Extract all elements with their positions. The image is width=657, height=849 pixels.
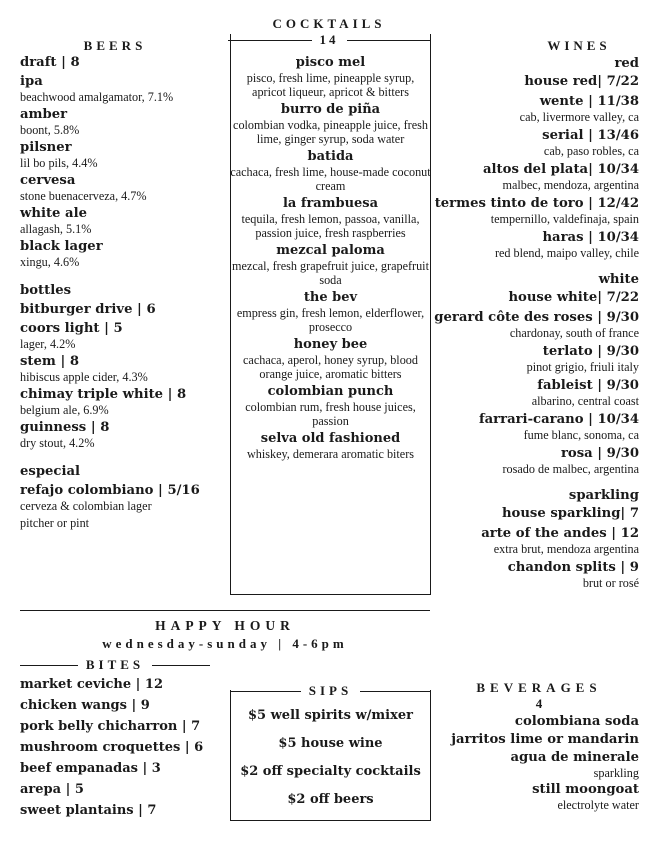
wine-name: house red| 7/22	[524, 74, 639, 89]
beer-item	[20, 283, 225, 299]
beer-item	[20, 516, 225, 530]
wine-item	[429, 506, 639, 522]
beer-desc: belgium ale, 6.9%	[20, 403, 109, 417]
wine-item	[429, 230, 639, 260]
cocktails-list	[230, 55, 431, 464]
bite-item: pork belly chicharron | 7	[20, 719, 201, 734]
beer-name: white ale	[20, 206, 87, 221]
cocktail-item	[230, 243, 431, 287]
wine-item	[429, 310, 639, 340]
sips-list	[230, 708, 431, 808]
sips-section	[230, 683, 431, 820]
cocktails-price: 14	[319, 32, 339, 47]
beer-item	[20, 55, 225, 71]
beverages-list	[439, 714, 639, 812]
cocktail-name: the bev	[303, 290, 358, 305]
beer-desc: allagash, 5.1%	[20, 222, 92, 236]
wine-name: terlato | 9/30	[542, 344, 639, 359]
beverage-desc: sparkling	[593, 766, 639, 780]
beer-item	[20, 387, 225, 417]
wine-item	[429, 560, 639, 590]
divider	[360, 691, 431, 692]
beers-title: BEERS	[83, 38, 147, 53]
beer-desc: beachwood amalgamator, 7.1%	[20, 90, 174, 104]
wine-category: sparkling	[568, 488, 639, 503]
beer-name: refajo colombiano | 5/16	[20, 483, 200, 498]
wine-name: chandon splits | 9	[507, 560, 639, 575]
wine-desc: pinot grigio, friuli italy	[526, 360, 639, 374]
cocktail-desc: cachaca, aperol, honey syrup, blood orange juice, aromatic bitters	[243, 353, 418, 381]
sip-item: $5 house wine	[278, 736, 383, 751]
wine-desc: red blend, maipo valley, chile	[494, 246, 639, 260]
cocktail-desc: colombian vodka, pineapple juice, fresh lime, ginger syrup, soda water	[233, 118, 428, 146]
sips-title: SIPS	[308, 683, 353, 698]
bite-item: sweet plantains | 7	[20, 803, 157, 818]
beer-group	[20, 464, 225, 530]
cocktail-item	[230, 149, 431, 193]
wine-group	[429, 56, 639, 260]
wine-name: altos del plata| 10/34	[483, 162, 639, 177]
sip-item: $5 well spirits w/mixer	[248, 708, 413, 723]
beer-group	[20, 55, 225, 269]
beer-desc: dry stout, 4.2%	[20, 436, 95, 450]
wine-item	[429, 290, 639, 306]
cocktail-desc: whiskey, demerara aromatic biters	[246, 447, 415, 461]
beverages-price: 4	[535, 696, 543, 711]
beers-section	[20, 38, 225, 544]
wine-name: gerard côte des roses | 9/30	[434, 310, 639, 325]
beverage-name: colombiana soda	[514, 714, 639, 729]
wines-title: WINES	[547, 38, 611, 53]
wine-desc: rosado de malbec, argentina	[502, 462, 639, 476]
wine-item	[429, 344, 639, 374]
divider	[152, 665, 210, 666]
wine-desc: cab, paso robles, ca	[543, 144, 639, 158]
beer-name: ipa	[20, 74, 43, 89]
happy-hour-header	[20, 618, 430, 652]
wine-item	[429, 196, 639, 226]
beverage-item	[439, 732, 639, 748]
wine-category: red	[614, 56, 639, 71]
beer-name: bottles	[20, 283, 72, 298]
cocktails-title: COCKTAILS	[272, 16, 386, 31]
beverage-name: agua de minerale	[510, 750, 639, 765]
beverage-item	[439, 782, 639, 812]
bite-item: chicken wangs | 9	[20, 698, 150, 713]
bites-section	[20, 657, 230, 824]
cocktail-item	[230, 384, 431, 428]
wine-groups	[429, 56, 639, 590]
cocktail-name: pisco mel	[295, 55, 366, 70]
sips-header	[230, 683, 431, 699]
beer-item	[20, 321, 225, 351]
beer-name: draft | 8	[20, 55, 80, 70]
happy-hour-title: HAPPY HOUR	[155, 618, 295, 633]
beverage-name: still moongoat	[532, 782, 639, 797]
wine-item	[429, 74, 639, 90]
beer-name: especial	[20, 464, 81, 479]
beer-desc: hibiscus apple cider, 4.3%	[20, 370, 148, 384]
wine-item	[429, 162, 639, 192]
bite-item: market ceviche | 12	[20, 677, 164, 692]
beer-item	[20, 354, 225, 384]
wine-category: white	[598, 272, 639, 287]
beer-item	[20, 302, 225, 318]
wine-name: haras | 10/34	[542, 230, 639, 245]
cocktail-name: batida	[307, 149, 354, 164]
cocktail-name: colombian punch	[267, 384, 394, 399]
beer-item	[20, 420, 225, 450]
wine-item	[429, 128, 639, 158]
wine-desc: fume blanc, sonoma, ca	[523, 428, 639, 442]
wine-desc: extra brut, mendoza argentina	[493, 542, 639, 556]
beer-item	[20, 74, 225, 104]
bites-title: BITES	[85, 657, 145, 672]
wine-desc: tempernillo, valdefinaja, spain	[490, 212, 639, 226]
cocktail-item	[230, 431, 431, 461]
wine-item	[429, 446, 639, 476]
beer-item	[20, 140, 225, 170]
cocktail-name: honey bee	[293, 337, 368, 352]
beer-name: pilsner	[20, 140, 72, 155]
beer-name: chimay triple white | 8	[20, 387, 187, 402]
beer-desc: pitcher or pint	[20, 516, 90, 530]
wine-desc: brut or rosé	[582, 576, 639, 590]
wine-item	[429, 412, 639, 442]
wine-item	[429, 526, 639, 556]
beer-desc: stone buenacerveza, 4.7%	[20, 189, 147, 203]
cocktail-desc: pisco, fresh lime, pineapple syrup, apricot liqueur, apricot & bitters	[246, 71, 415, 99]
beer-desc: lager, 4.2%	[20, 337, 76, 351]
cocktail-desc: mezcal, fresh grapefruit juice, grapefruit soda	[232, 259, 429, 287]
cocktail-item	[230, 337, 431, 381]
bite-item: beef empanadas | 3	[20, 761, 161, 776]
beer-name: stem | 8	[20, 354, 80, 369]
beer-name: bitburger drive | 6	[20, 302, 156, 317]
beer-desc: xingu, 4.6%	[20, 255, 80, 269]
cocktail-desc: empress gin, fresh lemon, elderflower, prosecco	[236, 306, 425, 334]
beer-name: cervesa	[20, 173, 76, 188]
happy-hour-days: wednesday-sunday | 4-6pm	[102, 636, 348, 651]
divider	[20, 665, 78, 666]
sip-item: $2 off beers	[287, 792, 374, 807]
cocktail-desc: tequila, fresh lemon, passoa, vanilla, passion juice, fresh raspberries	[241, 212, 420, 240]
wine-name: serial | 13/46	[542, 128, 639, 143]
wines-section	[429, 38, 639, 602]
wine-name: termes tinto de toro | 12/42	[434, 196, 639, 211]
cocktail-name: selva old fashioned	[260, 431, 401, 446]
divider	[230, 691, 301, 692]
wine-name: wente | 11/38	[539, 94, 639, 109]
wine-name: rosa | 9/30	[560, 446, 639, 461]
cocktail-name: mezcal paloma	[276, 243, 385, 258]
beverages-title: BEVERAGES	[476, 680, 602, 695]
cocktail-name: burro de piña	[280, 102, 381, 117]
beer-item	[20, 173, 225, 203]
cocktail-item	[230, 290, 431, 334]
beer-name: coors light | 5	[20, 321, 123, 336]
bites-list	[20, 677, 230, 819]
wine-item	[429, 378, 639, 408]
cocktail-name: la frambuesa	[282, 196, 379, 211]
beverage-item	[439, 714, 639, 730]
cocktail-item	[230, 55, 431, 99]
wine-name: house white| 7/22	[508, 290, 639, 305]
cocktail-desc: cachaca, fresh lime, house-made coconut cream	[230, 165, 431, 193]
beer-desc: boont, 5.8%	[20, 123, 80, 137]
wine-name: fableist | 9/30	[537, 378, 639, 393]
beer-groups	[20, 55, 225, 530]
beer-name: black lager	[20, 239, 103, 254]
wine-group	[429, 488, 639, 590]
beer-item	[20, 239, 225, 269]
beer-item	[20, 464, 225, 480]
cocktail-desc: colombian rum, fresh house juices, passion	[245, 400, 416, 428]
beer-item	[20, 206, 225, 236]
wine-desc: malbec, mendoza, argentina	[502, 178, 639, 192]
bite-item: mushroom croquettes | 6	[20, 740, 204, 755]
beer-desc: cerveza & colombian lager	[20, 499, 152, 513]
beverage-name: jarritos lime or mandarin	[451, 732, 639, 747]
beer-item	[20, 483, 225, 513]
wine-group	[429, 272, 639, 476]
bites-header	[20, 657, 210, 673]
bite-item: arepa | 5	[20, 782, 84, 797]
beverage-desc: electrolyte water	[557, 798, 639, 812]
wine-desc: albarino, central coast	[531, 394, 639, 408]
wine-desc: cab, livermore valley, ca	[519, 110, 639, 124]
beer-group	[20, 283, 225, 450]
wine-name: house sparkling| 7	[501, 506, 639, 521]
beverages-section	[439, 680, 639, 812]
cocktail-item	[230, 102, 431, 146]
beer-name: amber	[20, 107, 68, 122]
wine-name: farrari-carano | 10/34	[478, 412, 639, 427]
beer-name: guinness | 8	[20, 420, 110, 435]
beverage-item	[439, 750, 639, 780]
wine-item	[429, 94, 639, 124]
wine-name: arte of the andes | 12	[481, 526, 639, 541]
beer-desc: lil bo pils, 4.4%	[20, 156, 98, 170]
sip-item: $2 off specialty cocktails	[240, 764, 421, 779]
cocktail-item	[230, 196, 431, 240]
happy-hour-divider	[20, 610, 430, 611]
beer-item	[20, 107, 225, 137]
wine-desc: chardonay, south of france	[509, 326, 639, 340]
